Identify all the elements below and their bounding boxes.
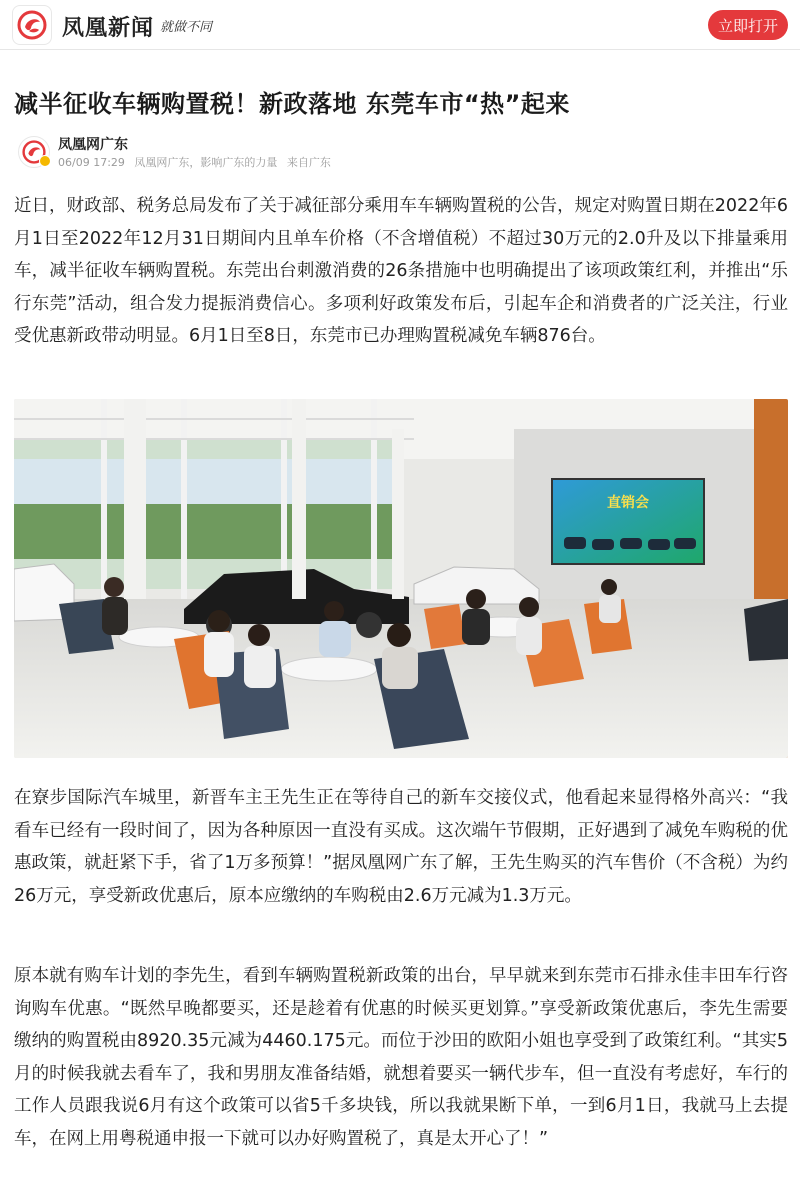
open-app-button[interactable]: 立即打开 [708, 10, 788, 40]
author-tagline: 凤凰网广东，影响广东的力量 [134, 156, 278, 169]
article-paragraph: 在寮步国际汽车城里，新晋车主王先生正在等待自己的新车交接仪式，他看起来显得格外高兴：“我看车已经有一段时间了，因为各种原因一直没有买成。这次端午节假期，正好遇到了减免车购税的优惠政策，就赶紧下手，省了1万多预算！”据凤凰网广东了解，王先生购买的汽车售价（不含税）为约26万元，享受新政优惠后，原本应缴纳的车购税由2.6万元减为1.3万元。 [14, 788, 788, 906]
article-title: 减半征收车辆购置税！新政落地 东莞车市“热”起来 [14, 90, 570, 118]
screen-banner-text: 直销会 [607, 495, 649, 511]
verified-badge-icon [39, 155, 51, 167]
article-paragraph: 原本就有购车计划的李先生，看到车辆购置税新政策的出台，早早就来到东莞市石排永佳丰田车行咨询购车优惠。“既然早晚都要买，还是趁着有优惠的时候买更划算。”享受新政策优惠后，李先生需要缴纳的购置税由8920.35元减为4460.175元。而位于沙田的欧阳小姐也享受到了政策红利。“其实5月的时候我就去看车了，我和男朋友准备结婚，就想着要买一辆代步车，但一直没有考虑好，车行的工作人员跟我说6月有这个政策可以省5千多块钱，所以我就果断下单，一到6月1日，我就马上去提车，在网上用粤税通申报一下就可以办好购置税了，真是太开心了！” [14, 966, 788, 1149]
article-meta [58, 154, 337, 170]
brand-name: 凤凰新闻 [62, 15, 155, 41]
publish-date: 06/09 17:29 [58, 156, 125, 169]
app-header [0, 0, 800, 50]
source-location: 来自广东 [286, 156, 331, 169]
phoenix-logo-icon [12, 5, 52, 45]
article-paragraph: 近日，财政部、税务总局发布了关于减征部分乘用车车辆购置税的公告，规定对购置日期在2022年6月1日至2022年12月31日期间内且单车价格（不含增值税）不超过30万元的2.0升及以下排量乘用车，减半征收车辆购置税。东莞出台刺激消费的26条措施中也明确提出了该项政策红利，并推出“乐行东莞”活动，组合发力提振消费信心。多项利好政策发布后，引起车企和消费者的广泛关注，行业受优惠新政带动明显。6月1日至8日，东莞市已办理购置税减免车辆876台。 [14, 196, 788, 346]
showroom-photo [14, 399, 788, 758]
author-name[interactable]: 凤凰网广东 [58, 137, 128, 153]
brand-slogan: 就做不同 [160, 20, 213, 35]
